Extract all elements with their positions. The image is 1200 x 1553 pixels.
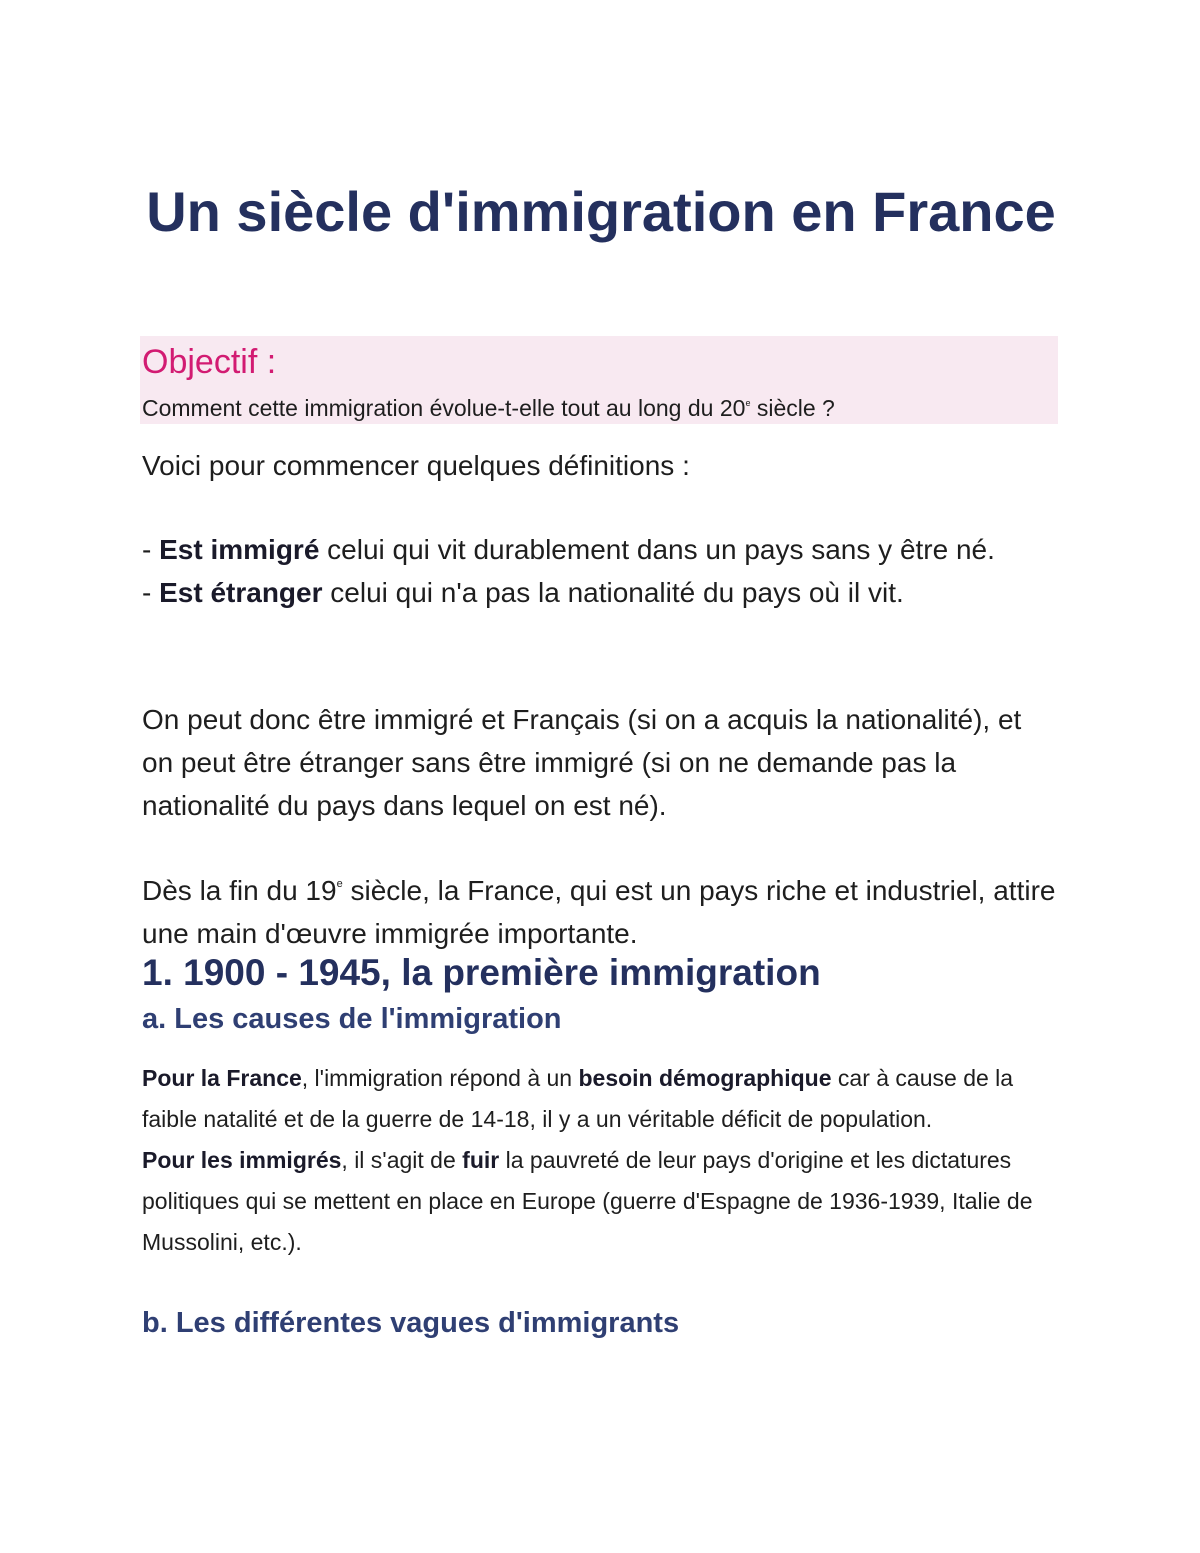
section-1-heading: 1. 1900 - 1945, la première immigration [142, 952, 821, 993]
subsection-b-heading: b. Les différentes vagues d'immigrants [142, 1307, 680, 1339]
objective-label: Objectif : [142, 343, 277, 381]
definition-text: celui qui n'a pas la nationalité du pays où il vit. [322, 577, 904, 608]
definition-text: celui qui vit durablement dans un pays sans y être né. [319, 534, 995, 565]
paragraph-19th-century-superscript: e [336, 878, 343, 890]
definition-term: Est immigré [159, 534, 320, 565]
definition-list [142, 528, 1060, 614]
objective-question-text: Comment cette immigration évolue-t-elle tout au long du 20 [142, 395, 746, 421]
objective-question-end: siècle ? [750, 395, 835, 421]
definition-term: Est étranger [159, 577, 323, 608]
causes-paragraph [142, 1058, 1060, 1263]
causes-bold: Pour les immigrés [142, 1147, 342, 1173]
objective-box [140, 336, 1058, 424]
causes-bold: fuir [462, 1147, 500, 1173]
causes-bold: besoin démographique [578, 1065, 832, 1091]
causes-text: , l'immigration répond à un [301, 1065, 579, 1091]
document-title: Un siècle d'immigration en France [146, 180, 1056, 243]
definition-dash: - [142, 534, 160, 565]
objective-question-superscript: e [745, 398, 751, 408]
causes-bold: Pour la France [142, 1065, 302, 1091]
causes-text: car à cause de la faible natalité et de la guerre de 14-18, il y a un véritable déficit de population. [142, 1065, 1014, 1132]
objective-question [142, 394, 835, 422]
paragraph-19th-century-end: siècle, la France, qui est un pays riche et industriel, attire une main d'œuvre immigrée importante. [142, 875, 1056, 949]
definition-dash: - [142, 577, 160, 608]
causes-text: , il s'agit de [341, 1147, 463, 1173]
paragraph-19th-century [142, 869, 1060, 955]
subsection-a-heading: a. Les causes de l'immigration [142, 1003, 562, 1035]
paragraph-nationality: On peut donc être immigré et Français (si on a acquis la nationalité), et on peut être étranger sans être immigré (si on ne demande pas la nationalité du pays dans lequel on est né). [142, 704, 1022, 821]
causes-text: la pauvreté de leur pays d'origine et les dictatures politiques qui se mettent en place en Europe (guerre d'Espagne de 1936-1939, Italie de Mussolini, etc.). [142, 1147, 1033, 1255]
paragraph-19th-century-text: Dès la fin du 19 [142, 875, 337, 906]
intro-text: Voici pour commencer quelques définitions : [142, 450, 690, 481]
